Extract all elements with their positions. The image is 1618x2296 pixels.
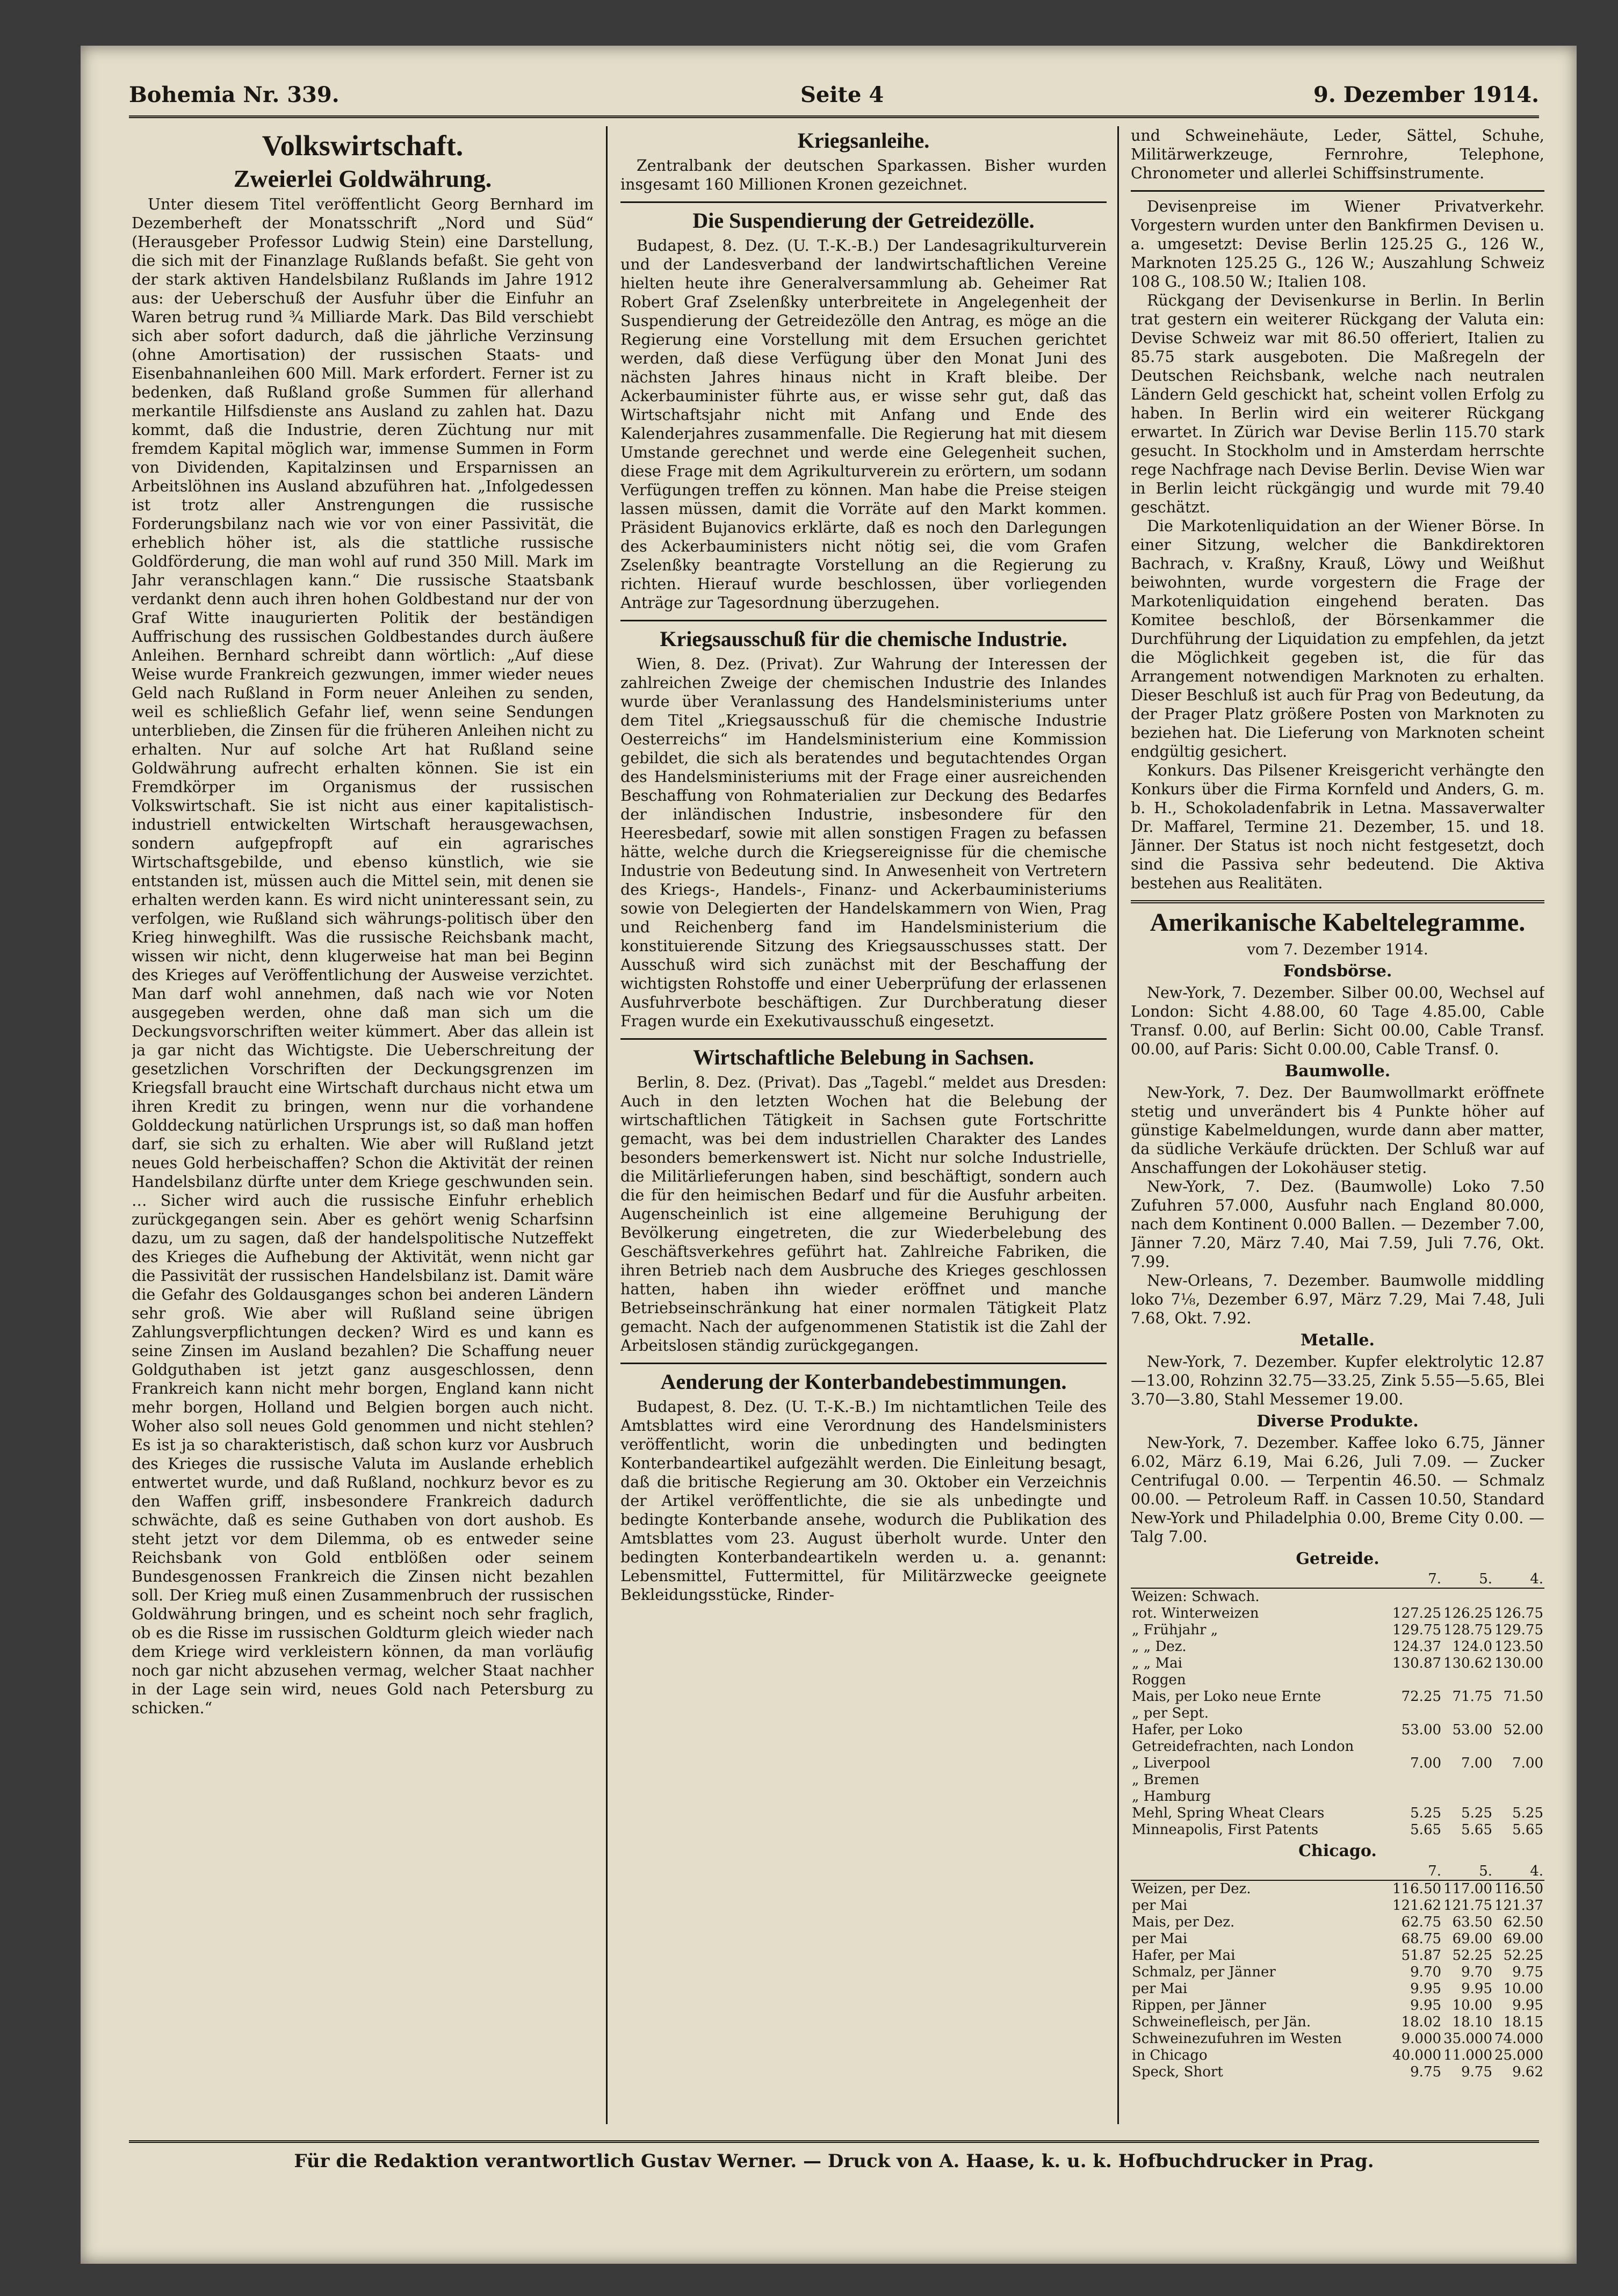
row-value: 124.37 [1392, 1639, 1442, 1655]
table-header-row [1131, 1571, 1544, 1588]
row-value [1391, 1788, 1442, 1805]
row-value: 9.75 [1410, 2064, 1442, 2080]
row-value: 53.00 [1401, 1722, 1442, 1738]
row-label: Schweinezufuhren im Westen [1132, 2031, 1342, 2047]
column-rule [1117, 126, 1119, 2124]
subhead-fonds: Fondsbörse. [1283, 962, 1392, 981]
table-row [1131, 1772, 1544, 1788]
row-value [1442, 1788, 1493, 1805]
row-value [1391, 1588, 1442, 1605]
row-value: 116.50 [1494, 1881, 1543, 1897]
page-number: Seite 4 [800, 82, 884, 107]
table-row [1131, 1964, 1544, 1981]
table-row [1131, 1788, 1544, 1805]
table-row [1131, 1672, 1544, 1689]
article-title: Die Suspendierung der Getreidezölle. [692, 208, 1035, 233]
row-label: „ „ Mai [1132, 1655, 1182, 1671]
divider [620, 1038, 1107, 1040]
imprint-footer: Für die Redaktion verantwortlich Gustav Werner. — Druck von A. Haase, k. u. k. Hofbuchdrucker in Prag. [129, 2140, 1539, 2172]
row-value: 9.70 [1410, 1964, 1442, 1980]
row-label: „ „ Dez. [1132, 1639, 1187, 1655]
table-row [1131, 1880, 1544, 1897]
row-value: 63.50 [1452, 1914, 1493, 1930]
cable-title: Amerikanische Kabeltelegramme. [1150, 908, 1526, 937]
row-value [1391, 1672, 1442, 1689]
article-title: Kriegsanleihe. [797, 128, 930, 153]
row-value: 18.10 [1452, 2014, 1493, 2030]
table-row [1131, 1997, 1544, 2014]
row-value: 74.000 [1494, 2031, 1543, 2047]
row-value [1493, 1788, 1544, 1805]
row-label: Mehl, Spring Wheat Clears [1132, 1805, 1325, 1821]
row-value [1391, 1705, 1442, 1722]
divider [620, 620, 1107, 621]
column-header: 5. [1442, 1571, 1493, 1588]
article-title: Kriegsausschuß für die chemische Industrie. [660, 627, 1067, 651]
news-item: Konkurs. Das Pilsener Kreisgericht verhängte den Konkurs über die Firma Kornfeld und Anders, G. m. b. H., Schokoladenfabrik in Letna. Massaverwalter Dr. Maffarel, Termine 21. Dezember, 15. und 18. Jänner. Der Status ist noch nicht festgesetzt, doch sind die Passiva sehr bedeutend. Die Aktiva bestehen aus Realitäten. [1131, 762, 1544, 892]
article-body: Budapest, 8. Dez. (U. T.-K.-B.) Der Landesagrikulturverein und der Landesverband der landwirtschaftlichen Vereine hielten heute ihre Generalversammlung ab. Geheimer Rat Robert Graf Zselenßky unterbreitete in Angelegenheit der Suspendierung der Getreidezölle den Antrag, es möge an die Regierung eine Vorstellung mit dem Ersuchen gerichtet werden, daß diese Verfügung über den Monat Juni des nächsten Jahres hinaus nicht in Kraft bleibe. Der Ackerbauminister führte aus, er wisse sehr gut, daß das Wirtschaftsjahr nicht mit Anfang und Ende des Kalenderjahres zusammenfalle. Die Regierung hat mit diesem Umstande gerechnet und werde eine Gelegenheit suchen, diese Frage mit dem Agrikulturverein zu erörtern, um sodann Verfügungen treffen zu können. Man habe die Preise steigen lassen müssen, damit die Vorräte auf den Markt kommen. Präsident Bujanovics erklärte, daß es noch den Darlegungen des Ackerbauministers nicht nötig sei, die vom Grafen Zselenßky beantragte Vorstellung an die Regierung zu richten. Hierauf wurde beschlossen, über vorliegenden Anträge zur Tagesordnung überzugehen. [620, 237, 1107, 612]
article-body: Wien, 8. Dez. (Privat). Zur Wahrung der Interessen der zahlreichen Zweige der chemischen Industrie des Inlandes wurde über Veranlassung des Handelsministeriums unter dem Titel „Kriegsausschuß für die chemische Industrie Oesterreichs“ im Handelsministerium eine Kommission gebildet, die sich als beratendes und begutachtendes Organ des Handelsministeriums mit der Frage einer ausreichenden Beschaffung von Rohmaterialien zur Deckung des Bedarfes der inländischen Industrie, insbesondere für den Heeresbedarf, sowie mit allen sonstigen Fragen zu befassen hätte, welche durch die Kriegsereignisse für die chemische Industrie von Bedeutung sind. In Anwesenheit von Vertretern des Kriegs-, Handels-, Finanz- und Ackerbauministeriums sowie von Delegierten der Handelskammern von Wien, Prag und Reichenberg fand im Handelsministerium die konstituierende Sitzung des Kriegsausschusses statt. Der Ausschuß wird sich zunächst mit der Beschaffung der wichtigsten Rohstoffe und einer Ueberprüfung der erlassenen Ausfuhrverbote beschäftigen. Zur Durchberatung dieser Fragen wurde ein Exekutivausschuß eingesetzt. [620, 655, 1107, 1030]
table-row [1131, 1822, 1544, 1838]
row-value: 9.70 [1461, 1964, 1493, 1980]
table-row [1131, 1981, 1544, 1997]
column-header: 4. [1493, 1571, 1544, 1588]
column-header: 4. [1493, 1863, 1544, 1880]
row-value [1493, 1588, 1544, 1605]
row-value: 127.25 [1392, 1605, 1442, 1621]
row-label: „ Hamburg [1132, 1788, 1211, 1805]
table-row [1131, 1914, 1544, 1931]
row-label: rot. Winterweizen [1132, 1605, 1259, 1621]
subhead-baumwolle: Baumwolle. [1284, 1062, 1391, 1081]
row-value: 69.00 [1503, 1931, 1543, 1947]
news-item: New-Orleans, 7. Dezember. Baumwolle middling loko 7⅛, Dezember 6.97, März 7.29, Mai 7.48, Juli 7.68, Okt. 7.92. [1131, 1272, 1544, 1327]
row-value: 121.62 [1392, 1897, 1442, 1914]
table-row [1131, 1705, 1544, 1722]
row-value: 123.50 [1494, 1639, 1543, 1655]
row-value: 129.75 [1494, 1622, 1543, 1638]
issue-date: 9. Dezember 1914. [1313, 82, 1539, 107]
divider [620, 1363, 1107, 1364]
row-label: Getreidefrachten, nach London [1132, 1739, 1354, 1755]
row-value: 9.000 [1401, 2031, 1442, 2047]
table-row [1131, 2031, 1544, 2047]
row-value [1442, 1739, 1493, 1755]
column-header: 7. [1391, 1863, 1442, 1880]
row-value: 18.15 [1503, 2014, 1543, 2030]
row-label: Weizen: Schwach. [1132, 1589, 1260, 1605]
table-row [1131, 1639, 1544, 1655]
row-value: 25.000 [1494, 2047, 1543, 2063]
row-value [1442, 1705, 1493, 1722]
row-value: 11.000 [1443, 2047, 1493, 2063]
table-header-row [1131, 1863, 1544, 1880]
row-label: per Mai [1132, 1897, 1188, 1914]
article-body: und Schweinehäute, Leder, Sättel, Schuhe, Militärwerkzeuge, Fernrohre, Telephone, Chronometer und allerlei Schiffsinstrumente. [1131, 127, 1544, 182]
row-value: 130.87 [1392, 1655, 1442, 1671]
row-value: 62.50 [1503, 1914, 1543, 1930]
row-value [1442, 1772, 1493, 1788]
page-header [129, 78, 1539, 118]
row-label: Minneapolis, First Patents [1132, 1822, 1319, 1838]
row-value: 5.25 [1461, 1805, 1493, 1821]
row-value: 7.00 [1512, 1755, 1543, 1771]
row-value: 129.75 [1392, 1622, 1442, 1638]
row-value: 51.87 [1401, 1947, 1442, 1964]
row-label: Roggen [1132, 1672, 1186, 1688]
article-body: Berlin, 8. Dez. (Privat). Das „Tagebl.“ meldet aus Dresden: Auch in den letzten Wochen hat die Belebung der wirtschaftlichen Tätigkeit in Sachsen gute Fortschritte gemacht, was bei dem industriellen Charakter des Landes besonders bemerkenswert ist. Nicht nur solche Industrielle, die Militärlieferungen haben, sind beschäftigt, sondern auch die für den heimischen Bedarf und für die Ausfuhr arbeiten. Augenscheinlich ist eine allgemeine Beruhigung der Bevölkerung eingetreten, die zur Wiederbelebung des Geschäftsverkehres geführt hat. Zahlreiche Fabriken, die ihren Betrieb nach dem Ausbruche des Krieges geschlossen hatten, haben ihn wieder eröffnet und manche Betriebseinschränkung hat einer normalen Tätigkeit Platz gemacht. Nach der aufgenommenen Statistik ist die Zahl der Arbeitslosen ständig zurückgegangen. [620, 1074, 1107, 1355]
row-value [1493, 1772, 1544, 1788]
row-value [1493, 1739, 1544, 1755]
row-value: 40.000 [1392, 2047, 1442, 2063]
row-label: Schweinefleisch, per Jän. [1132, 2014, 1311, 2030]
table-row [1131, 1805, 1544, 1822]
article-title: Wirtschaftliche Belebung in Sachsen. [693, 1045, 1034, 1069]
row-label: „ Liverpool [1132, 1755, 1211, 1771]
row-label: „ Bremen [1132, 1772, 1200, 1788]
row-value [1493, 1705, 1544, 1722]
row-value: 126.25 [1443, 1605, 1493, 1621]
table-row [1131, 1605, 1544, 1622]
table-row [1131, 1897, 1544, 1914]
row-value: 128.75 [1443, 1622, 1493, 1638]
table-row [1131, 1755, 1544, 1772]
article-body: Budapest, 8. Dez. (U. T.-K.-B.) Im nichtamtlichen Teile des Amtsblattes wird eine Verordnung des Handelsministers veröffentlicht, worin die unbedingten und bedingten Konterbandeartikel aufgezählt werden. Die Einleitung besagt, daß die britische Regierung am 30. Oktober ein Verzeichnis der Artikel veröffentlichte, die sie als unbedingte und bedingte Konterbande ansehe, wodurch die Publikation des Amtsblattes vom 23. August überholt wurde. Unter den bedingten Konterbandeartikeln werden u. a. genannt: Lebensmittel, Futtermittel, für Militärzwecke geeignete Bekleidungsstücke, Rinder- [620, 1398, 1107, 1604]
column-header: 5. [1442, 1863, 1493, 1880]
table-row [1131, 2064, 1544, 2081]
table-row [1131, 2047, 1544, 2064]
row-label: per Mai [1132, 1981, 1188, 1997]
row-value: 52.25 [1452, 1947, 1493, 1964]
row-value: 52.00 [1503, 1722, 1543, 1738]
row-value: 130.62 [1443, 1655, 1493, 1671]
chicago-table [1131, 1863, 1544, 2081]
news-item: New-York, 7. Dez. Der Baumwollmarkt eröffnete stetig und unverändert bis 4 Punkte höher auf günstige Kabelmeldungen, wurde dann aber matter, da südliche Verkäufe drückten. Der Schluß war auf Anschaffungen der Lokohäuser stetig. [1131, 1084, 1544, 1177]
subhead-metalle: Metalle. [1301, 1331, 1375, 1350]
paper-name: Bohemia Nr. 339. [129, 82, 340, 107]
row-value: 35.000 [1443, 2031, 1493, 2047]
row-value: 5.25 [1410, 1805, 1442, 1821]
row-value: 130.00 [1494, 1655, 1543, 1671]
row-value: 9.75 [1461, 2064, 1493, 2080]
row-value: 5.25 [1512, 1805, 1543, 1821]
row-value: 18.02 [1401, 2014, 1442, 2030]
row-value: 121.75 [1443, 1897, 1493, 1914]
news-item: Die Markotenliquidation an der Wiener Börse. In einer Sitzung, welcher die Bankdirektoren Bachrach, v. Kraßny, Krauß, Löwy und Weißhut beiwohnten, wurde vorgestern die Frage der Markotenliquidation eingehend beraten. Das Komitee beschloß, der Börsenkammer die Durchführung der Liquidation zu empfehlen, da jetzt die Möglichkeit gegeben ist, die für das Arrangement notwendigen Marknoten zu erhalten. Dieser Beschluß ist auch für Prag von Bedeutung, da der Prager Platz größere Posten von Marknoten zu beziehen hat. Die Lieferung von Marknoten scheint endgültig gesichert. [1131, 517, 1544, 760]
row-label: Weizen, per Dez. [1132, 1881, 1251, 1897]
news-item: Devisenpreise im Wiener Privatverkehr. Vorgestern wurden unter den Bankfirmen Devisen u. a. umgesetzt: Devise Berlin 125.25 G., 126 W., Marknoten 125.25 G., 126 W.; Auszahlung Schweiz 108 G., 108.50 W.; Italien 108. [1131, 198, 1544, 291]
row-label: Mais, per Dez. [1132, 1914, 1235, 1930]
column-middle [620, 126, 1107, 2124]
column-finance [1131, 126, 1544, 2124]
divider [1131, 900, 1544, 903]
row-value: 126.75 [1494, 1605, 1543, 1621]
row-value: 52.25 [1503, 1947, 1543, 1964]
row-value: 62.75 [1401, 1914, 1442, 1930]
row-label: „ per Sept. [1132, 1705, 1209, 1721]
table-row [1131, 2014, 1544, 2031]
row-value [1442, 1588, 1493, 1605]
table-row [1131, 1739, 1544, 1755]
column-rule [606, 126, 608, 2124]
row-value: 9.95 [1410, 1997, 1442, 2013]
table-row [1131, 1722, 1544, 1739]
column-economics [132, 126, 594, 2124]
row-value: 116.50 [1392, 1881, 1442, 1897]
news-item: New-York, 7. Dezember. Silber 00.00, Wechsel auf London: Sicht 4.88.00, 60 Tage 4.85.00, Cable Transf. 0.00, auf Berlin: Sicht 00.00, Cable Transf. 00.00, auf Paris: Sicht 0.00.00, Cable Transf. 0. [1131, 984, 1544, 1058]
row-value: 53.00 [1452, 1722, 1493, 1738]
row-value: 124.0 [1452, 1639, 1493, 1655]
row-value: 117.00 [1443, 1881, 1493, 1897]
row-value [1442, 1672, 1493, 1689]
article-title: Aenderung der Konterbandebestimmungen. [660, 1370, 1067, 1394]
row-value: 71.50 [1503, 1689, 1543, 1705]
row-value: 5.65 [1512, 1822, 1543, 1838]
row-label: „ Frühjahr „ [1132, 1622, 1218, 1638]
row-value: 72.25 [1401, 1689, 1442, 1705]
row-value: 9.95 [1410, 1981, 1442, 1997]
row-value: 5.65 [1461, 1822, 1493, 1838]
divider [1131, 190, 1544, 192]
table-row [1131, 1689, 1544, 1705]
cable-date: vom 7. Dezember 1914. [1247, 940, 1428, 958]
row-value: 68.75 [1401, 1931, 1442, 1947]
row-value [1493, 1672, 1544, 1689]
article-title: Zweierlei Goldwährung. [233, 165, 492, 192]
row-value: 69.00 [1452, 1931, 1493, 1947]
grain-table [1131, 1571, 1544, 1838]
row-value: 7.00 [1410, 1755, 1442, 1771]
table-row [1131, 1947, 1544, 1964]
row-label: Mais, per Loko neue Ernte [1132, 1689, 1321, 1705]
newspaper-page [81, 46, 1577, 2264]
column-header: 7. [1391, 1571, 1442, 1588]
row-label: in Chicago [1132, 2047, 1208, 2063]
row-value: 5.65 [1410, 1822, 1442, 1838]
row-value [1391, 1739, 1442, 1755]
news-item: New-York, 7. Dezember. Kaffee loko 6.75, Jänner 6.02, März 6.19, Mai 6.26, Juli 7.09. — Zucker Centrifugal 0.00. — Terpentin 46.50. — Schmalz 00.00. — Petroleum Raff. in Cassen 10.50, Standard New-York und Philadelphia 0.00, Breme City 0.00. — Talg 7.00. [1131, 1434, 1544, 1546]
row-value: 71.75 [1452, 1689, 1493, 1705]
table-row [1131, 1588, 1544, 1605]
row-label: per Mai [1132, 1931, 1188, 1947]
row-value: 9.75 [1512, 1964, 1543, 1980]
news-item: Rückgang der Devisenkurse in Berlin. In Berlin trat gestern ein weiterer Rückgang der Valuta ein: Devise Schweiz war mit 86.50 offeriert, Italien zu 85.75 stark ausgeboten. Die Maßregeln der Deutschen Reichsbank, welche nach neutralen Ländern Geld geschickt hat, scheint vollen Erfolg zu haben. In Berlin wird ein weiterer Rückgang erwartet. In Zürich war Devise Berlin 115.70 stark gesucht. In Stockholm und in Amsterdam herrschte rege Nachfrage nach Devise Berlin. Devise Wien war in Berlin leicht rückgängig und wurde mit 79.40 geschätzt. [1131, 292, 1544, 516]
row-value: 7.00 [1461, 1755, 1493, 1771]
news-item: New-York, 7. Dez. (Baumwolle) Loko 7.50 Zufuhren 57.000, Ausfuhr nach England 80.000, nach dem Kontinent 0.000 Ballen. — Dezember 7.00, Jänner 7.20, März 7.40, Mai 7.59, Juli 7.76, Okt. 7.99. [1131, 1178, 1544, 1271]
row-label: Hafer, per Mai [1132, 1947, 1236, 1964]
subhead-chicago: Chicago. [1298, 1842, 1377, 1860]
row-label: Hafer, per Loko [1132, 1722, 1243, 1738]
row-value: 9.95 [1512, 1997, 1543, 2013]
row-value: 10.00 [1503, 1981, 1543, 1997]
row-value: 9.62 [1512, 2064, 1543, 2080]
row-value: 9.95 [1461, 1981, 1493, 1997]
row-value: 121.37 [1494, 1897, 1543, 1914]
section-title: Volkswirtschaft. [262, 129, 464, 162]
table-row [1131, 1622, 1544, 1639]
row-label: Rippen, per Jänner [1132, 1997, 1266, 2013]
divider [620, 201, 1107, 203]
row-value [1391, 1772, 1442, 1788]
subhead-diverse: Diverse Produkte. [1256, 1412, 1419, 1431]
row-label: Schmalz, per Jänner [1132, 1964, 1276, 1980]
row-label: Speck, Short [1132, 2064, 1223, 2080]
table-row [1131, 1931, 1544, 1947]
row-value: 10.00 [1452, 1997, 1493, 2013]
table-row [1131, 1655, 1544, 1672]
article-body: Zentralbank der deutschen Sparkassen. Bisher wurden insgesamt 160 Millionen Kronen gezeichnet. [620, 157, 1107, 193]
subhead-getreide: Getreide. [1296, 1549, 1379, 1568]
news-item: New-York, 7. Dezember. Kupfer elektrolytic 12.87—13.00, Rohzinn 32.75—33.25, Zink 5.55—5.65, Blei 3.70—3.80, Stahl Messemer 19.00. [1131, 1353, 1544, 1408]
article-body: Unter diesem Titel veröffentlicht Georg Bernhard im Dezemberheft der Monatsschrift „Nord und Süd“ (Herausgeber Professor Ludwig Stein) eine Darstellung, die sich mit der Finanzlage Rußlands befaßt. Sie geht von der stark aktiven Handelsbilanz Rußlands im Jahre 1912 aus: der Ueberschuß der Ausfuhr über die Einfuhr an Waren betrug rund ¾ Milliarde Mark. Das Bild verschiebt sich aber sofort dadurch, daß die jährliche Verzinsung (ohne Amortisation) der russischen Staats- und Eisenbahnanleihen 600 Mill. Mark erfordert. Ferner ist zu bedenken, daß Rußland große Summen für allerhand merkantile Hilfsdienste ans Ausland zu zahlen hat. Dazu kommt, daß die Industrie, deren Züchtung nur mit fremdem Kapital möglich war, immense Summen in Form von Dividenden, Kapitalzinsen und Ersparnissen an Arbeitslöhnen ins Ausland abzuführen hat. „Infolgedessen ist trotz aller Anstrengungen die russische Forderungsbilanz nach wie vor von einer Passivität, die erheblich höher ist, als die stattliche russische Goldförderung, die man wohl auf rund 350 Mill. Mark im Jahr veranschlagen kann.“ Die russische Staatsbank verdankt denn auch ihren hohen Goldbestand nur der von Graf Witte inaugurierten Politik der beständigen Auffrischung des russischen Goldbestandes durch äußere Anleihen. Bernhard schreibt dann wörtlich: „Auf diese Weise wurde Frankreich gezwungen, immer wieder neues Geld nach Rußland in Form neuer Anleihen zu senden, weil es schließlich Gefahr lief, wenn seine Sendungen unterblieben, die Zinsen für die früheren Anleihen nicht zu erhalten. Nur auf solche Art hat Rußland seine Goldwährung aufrecht erhalten können. Sie ist ein Fremdkörper im Organismus der russischen Volkswirtschaft. Sie ist nicht aus einer kapitalistisch-industriell entwickelten Wirtschaft herausgewachsen, sondern aufgepfropft auf ein agrarisches Wirtschaftsgebilde, und ebenso künstlich, wie sie entstanden ist, müssen auch die Mittel sein, mit denen sie erhalten werden kann. Es wird nicht uninteressant sein, zu verfolgen, wie Rußland sich währungs-politisch über den Krieg hinweghilft. Was die russische Reichsbank macht, wissen wir nicht, denn klugerweise hat man bei Beginn des Krieges auf Veröffentlichung der Ausweise verzichtet. Man darf wohl annehmen, daß nach wie vor Noten ausgegeben werden, ohne daß man sich um die Deckungsvorschriften weiter kümmert. Aber das allein ist ja gar nicht das Wichtigste. Die Ueberschreitung der gesetzlichen Vorschriften der Deckungsgrenzen im Kriegsfall braucht eine Wirtschaft durchaus nicht etwa um ihren Kredit zu bringen, wenn nur die vorhandene Golddeckung natürlichen Ursprungs ist, so daß man hoffen darf, sie sich zu erhalten. Wie aber will Rußland jetzt neues Gold herbeischaffen? Schon die Aktivität der reinen Handelsbilanz dürfte unter dem Kriege geschwunden sein. … Sicher wird auch die russische Einfuhr erheblich zurückgegangen sein. Aber es gehört wenig Scharfsinn dazu, um zu sagen, daß der handelspolitische Nutzeffekt des Krieges die Aufhebung der Aktivität, wenn nicht gar die Passivität der russischen Handelsbilanz ist. Damit wäre die Gefahr des Goldausganges schon bei anderen Ländern sehr groß. Wie aber will Rußland seine übrigen Zahlungsverpflichtungen decken? Wird es und kann es seine Zinsen im Ausland bezahlen? Die Schaffung neuer Goldguthaben ist jetzt ganz ausgeschlossen, denn Frankreich kann nicht mehr borgen, England kann nicht mehr borgen, Holland und Belgien borgen auch nicht. Woher also soll neues Gold genommen und nicht stehlen? Es ist ja so charakteristisch, daß schon kurz vor Ausbruch des Krieges die russische Valuta im Auslande erheblich entwertet wurde, und daß Rußland, nochkurz bevor es zu den Waffen griff, insbesondere Frankreich dadurch schwächte, daß es seine Guthaben von dort aushob. Es steht jetzt vor dem Dilemma, ob es entweder seine Reichsbank von Gold entblößen oder seinem Bundesgenossen Frankreich die Zinsen nicht bezahlen soll. Der Krieg muß einen Zusammenbruch der russischen Goldwährung bringen, und es scheint noch sehr fraglich, ob es die Risse im russischen Goldturm gleich wieder nach dem Kriege wird verkleistern können, da man vorläufig noch gar nicht abzusehen vermag, welcher Staat nachher in der Lage sein wird, neues Gold nach Petersburg zu schicken.“ [132, 195, 594, 1717]
